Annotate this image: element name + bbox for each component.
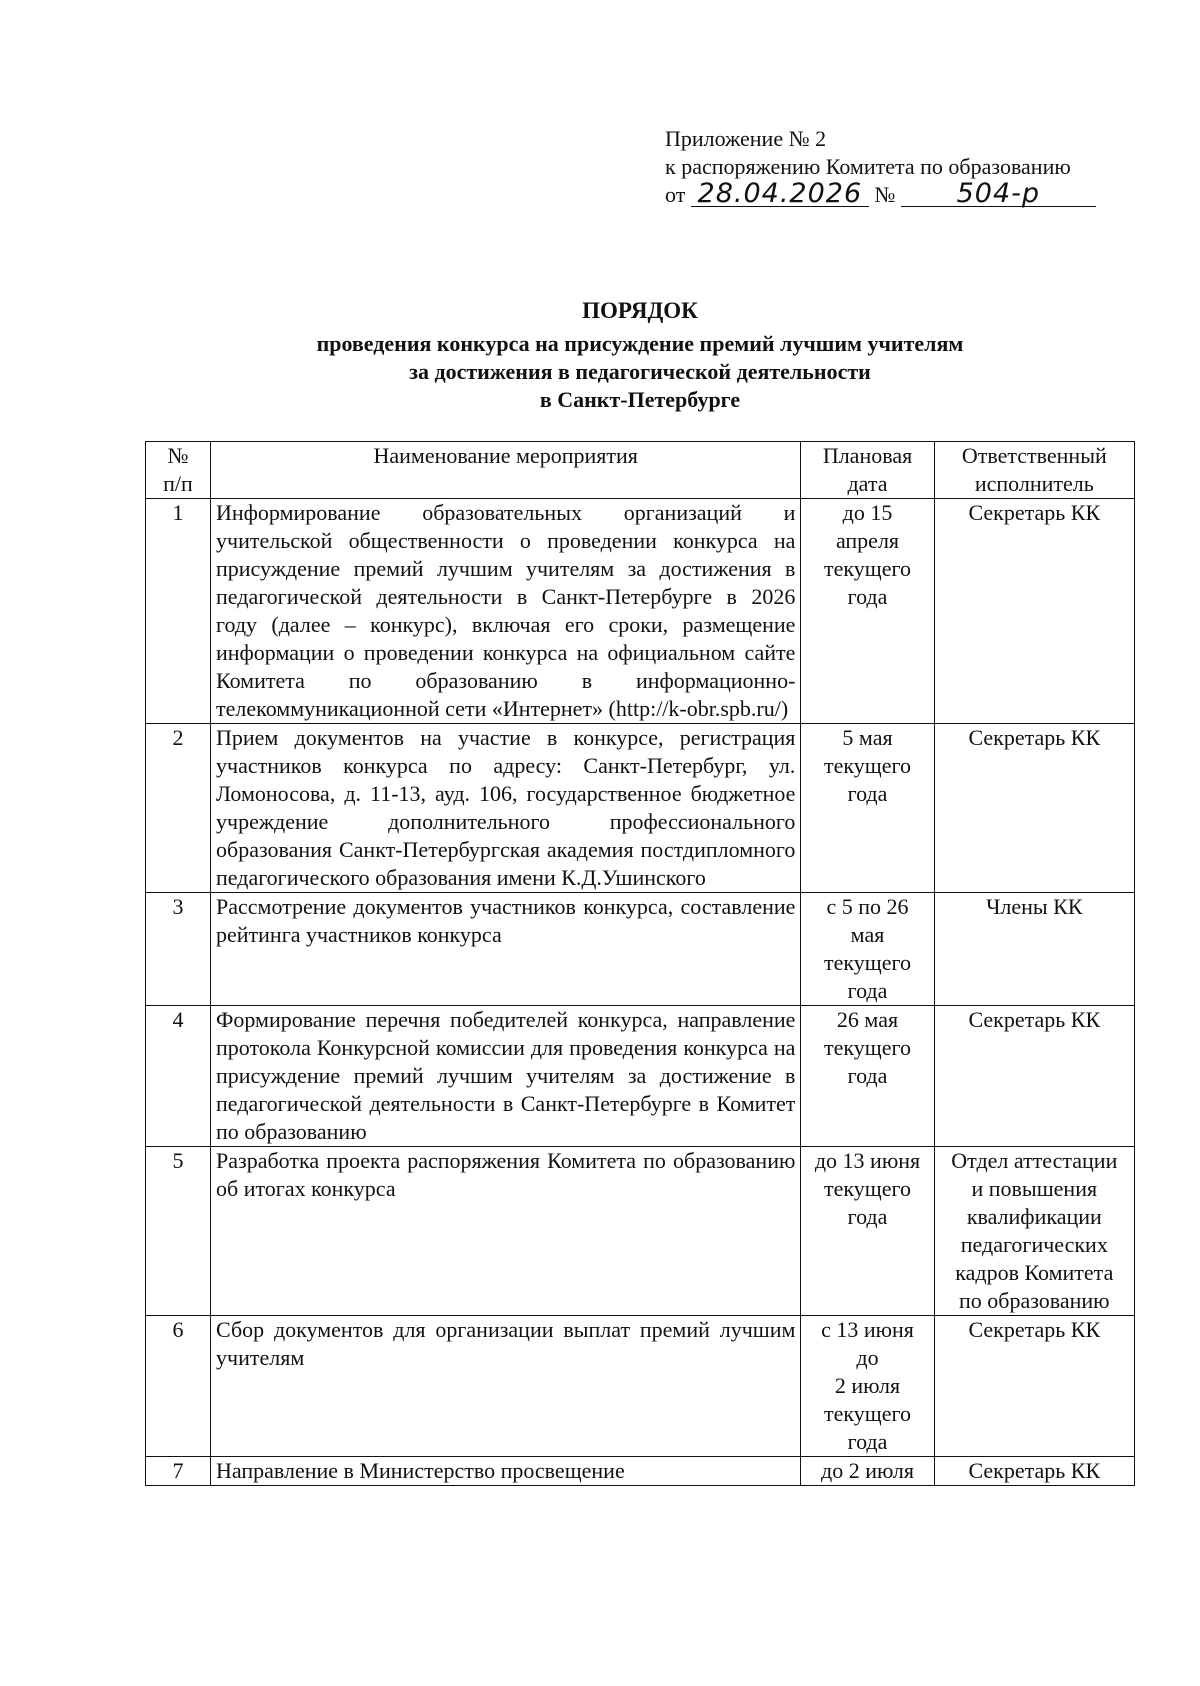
row-date: до 13 июня текущего года — [801, 1147, 934, 1316]
appendix-header — [665, 125, 1096, 209]
row-date: до 15 апреля текущего года — [801, 499, 934, 724]
row-date: 5 мая текущего года — [801, 724, 934, 893]
row-date: до 2 июля — [801, 1457, 934, 1486]
table-row — [146, 893, 1135, 1006]
title-line-1: проведения конкурса на присуждение премий лучшим учителям — [316, 331, 964, 356]
row-responsible: Секретарь КК — [934, 1457, 1134, 1486]
row-name: Направление в Министерство просвещение — [211, 1457, 801, 1486]
row-num: 7 — [146, 1457, 211, 1486]
row-responsible: Члены КК — [934, 893, 1134, 1006]
row-num: 4 — [146, 1006, 211, 1147]
appendix-date-line — [665, 178, 1096, 209]
row-name: Разработка проекта распоряжения Комитета по образованию об итогах конкурса — [211, 1147, 801, 1316]
appendix-order-ref: к распоряжению Комитета по образованию — [665, 154, 1071, 179]
events-table — [145, 441, 1135, 1486]
header-num: № п/п — [146, 442, 211, 499]
row-num: 5 — [146, 1147, 211, 1316]
handwritten-date: 28.04.2026 — [691, 182, 869, 207]
title-line-2: за достижения в педагогической деятельности — [409, 359, 871, 384]
row-num: 1 — [146, 499, 211, 724]
row-date: с 5 по 26 мая текущего года — [801, 893, 934, 1006]
row-responsible: Секретарь КК — [934, 724, 1134, 893]
table-row — [146, 1006, 1135, 1147]
row-responsible: Секретарь КК — [934, 1006, 1134, 1147]
row-num: 3 — [146, 893, 211, 1006]
title-line-3: в Санкт-Петербурге — [539, 387, 741, 412]
row-name: Формирование перечня победителей конкурса, направление протокола Конкурсной комиссии для проведения конкурса на присуждение премий лучшим учителям за достижение в педагогической деятельности в Санкт-Петербурге в Комитет по образованию — [211, 1006, 801, 1147]
header-name: Наименование мероприятия — [211, 442, 801, 499]
row-num: 2 — [146, 724, 211, 893]
row-name: Сбор документов для организации выплат премий лучшим учителям — [211, 1316, 801, 1457]
header-responsible: Ответственный исполнитель — [934, 442, 1134, 499]
row-responsible: Секретарь КК — [934, 499, 1134, 724]
number-label: № — [874, 182, 896, 207]
table-row — [146, 724, 1135, 893]
appendix-number: Приложение № 2 — [665, 126, 827, 151]
handwritten-number: 504-р — [901, 182, 1096, 207]
title-main: ПОРЯДОК — [582, 298, 698, 323]
header-date: Плановая дата — [801, 442, 934, 499]
row-date: 26 мая текущего года — [801, 1006, 934, 1147]
table-row — [146, 1147, 1135, 1316]
table-row — [146, 499, 1135, 724]
row-name: Информирование образовательных организаций и учительской общественности о проведении конкурса на присуждение премий лучшим учителям за достижения в педагогической деятельности в Санкт-Петербурге в 2026 году (далее – конкурс), включая его сроки, размещение информации о проведении конкурса на официальном сайте Комитета по образованию в информационно-телекоммуникационной сети «Интернет» (http://k-obr.spb.ru/) — [211, 499, 801, 724]
table-row — [146, 1457, 1135, 1486]
from-label: от — [665, 182, 686, 207]
document-title — [0, 297, 1200, 414]
row-name: Рассмотрение документов участников конкурса, составление рейтинга участников конкурса — [211, 893, 801, 1006]
row-responsible: Секретарь КК — [934, 1316, 1134, 1457]
row-responsible: Отдел аттестации и повышения квалификации педагогических кадров Комитета по образованию — [934, 1147, 1134, 1316]
row-date: с 13 июня до 2 июля текущего года — [801, 1316, 934, 1457]
table-row — [146, 1316, 1135, 1457]
row-name: Прием документов на участие в конкурсе, регистрация участников конкурса по адресу: Санкт-Петербург, ул. Ломоносова, д. 11-13, ауд. 106, государственное бюджетное учреждение дополнительного профессионального образования Санкт-Петербургская академия постдипломного педагогического образования имени К.Д.Ушинского — [211, 724, 801, 893]
row-num: 6 — [146, 1316, 211, 1457]
table-header-row — [146, 442, 1135, 499]
